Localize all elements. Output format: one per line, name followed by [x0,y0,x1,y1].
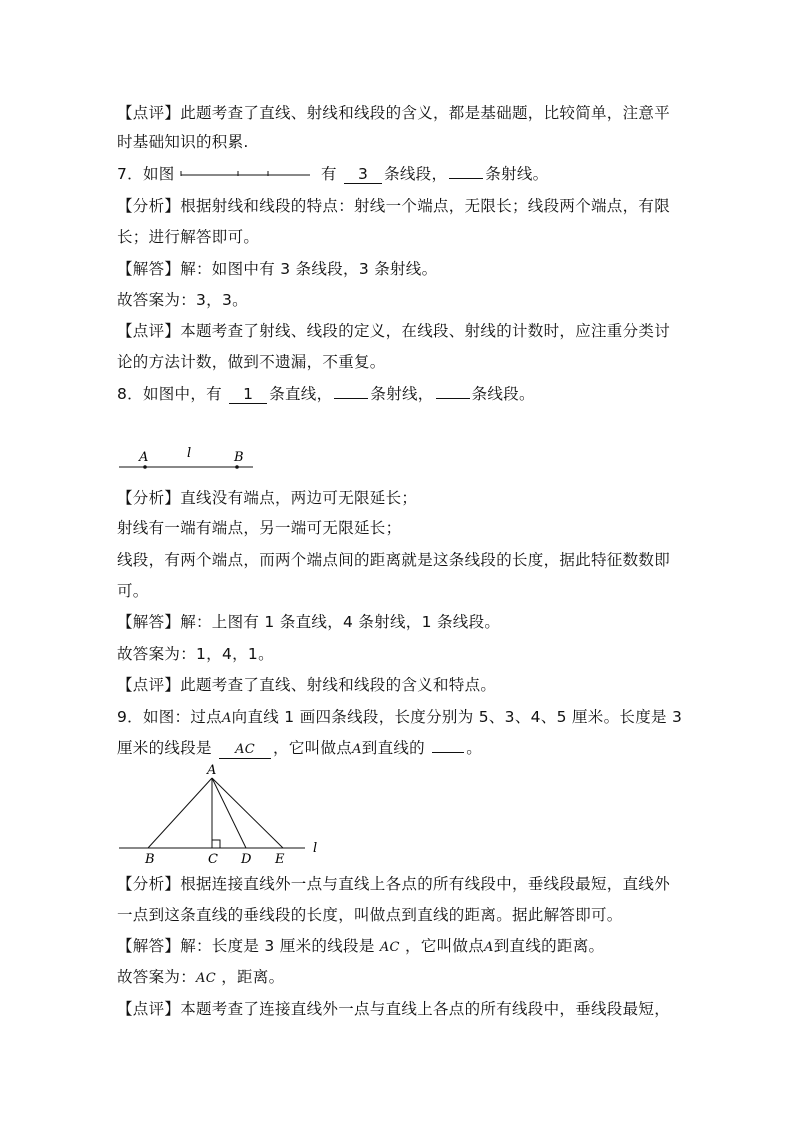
q9-line2-prefix: 厘米的线段是 [117,739,212,757]
q7-answer-blank: 3 [344,166,382,184]
analysis-7-line1: 【分析】根据射线和线段的特点：射线一个端点，无限长；线段两个端点，有限 [117,197,671,215]
fig8-label-l: l [187,446,192,461]
sol9-prefix: 【解答】解：长度是 3 厘米的线段是 [117,937,375,955]
fig9-label-e: E [275,852,285,867]
q9-line2-post: 到直线的 [361,739,425,757]
comment-6-line1: 【点评】此题考查了直线、射线和线段的含义，都是基础题，比较简单，注意平 [117,104,671,122]
q9-text: 向直线 1 画四条线段，长度分别为 5、3、4、5 厘米。长度是 3 [231,708,683,726]
q7-unit1: 条线段， [384,165,448,183]
figure-8-line-ab [115,442,260,474]
q7-empty-blank [449,178,483,179]
q7-unit2: 条射线。 [485,165,549,183]
solution-9 [117,936,687,958]
q7-number: 7．如图 [117,165,175,183]
sol9-point-a: A [484,940,494,955]
q8-unit1: 条直线， [269,385,333,403]
q8-answer-blank: 1 [229,386,267,404]
q7-have: 有 [321,165,337,183]
answer-8: 故答案为：1，4，1。 [117,645,274,663]
comment-8: 【点评】此题考查了直线、射线和线段的含义和特点。 [117,676,497,694]
q8-unit2: 条射线， [370,385,434,403]
q8-unit3: 条线段。 [471,385,535,403]
q8-prefix: 8．如图中，有 [117,385,222,403]
q9-point-a-2: A [352,742,362,757]
comment-6-line2: 时基础知识的积累. [117,133,249,151]
ans9-prefix: 故答案为： [117,968,197,986]
q9-point-a: A [221,711,232,726]
analysis-7-line2: 长；进行解答即可。 [117,228,260,246]
comment-7-line2: 论的方法计数，做到不遗漏，不重复。 [117,353,386,371]
analysis-8-line4: 可。 [117,582,149,600]
fig9-label-c: C [208,852,218,867]
sol9-post: 到直线的距离。 [493,937,605,955]
answer-7: 故答案为：3，3。 [117,291,248,309]
analysis-8-line1: 【分析】直线没有端点，两边可无限延长； [117,489,418,507]
analysis-8-line3: 线段，有两个端点，而两个端点间的距离就是这条线段的长度，据此特征数数即 [117,551,671,569]
figure-9-triangle [115,760,330,868]
question-8 [117,384,687,404]
ans9-post: ，距离。 [221,968,285,986]
q9-answer-blank: AC [219,741,271,759]
fig9-label-d: D [241,852,252,867]
analysis-9-line1: 【分析】根据连接直线外一点与直线上各点的所有线段中，垂线段最短，直线外 [117,875,671,893]
q9-prefix: 9．如图：过点 [117,708,222,726]
sol9-ac: AC [379,940,400,955]
sol9-mid: ，它叫做点 [405,937,485,955]
analysis-9-line2: 一点到这条直线的垂线段的长度，叫做点到直线的距离。据此解答即可。 [117,906,623,924]
q9-empty-blank [432,752,464,753]
comment-9: 【点评】本题考查了连接直线外一点与直线上各点的所有线段中，垂线段最短， [117,1000,671,1018]
q8-blank2 [334,398,368,399]
question-9-line1 [117,707,687,729]
fig9-label-b: B [145,852,155,867]
fig9-label-a: A [207,763,217,778]
comment-7-line1: 【点评】本题考查了射线、线段的定义，在线段、射线的计数时，应注重分类讨 [117,322,671,340]
analysis-8-line2: 射线有一端有端点，另一端可无限延长； [117,519,402,537]
question-7 [117,164,687,184]
answer-9 [117,967,687,989]
question-9-line2: 厘米的线段是 AC ，它叫做点A到直线的 。 [117,739,483,757]
q9-line2-mid: ，它叫做点 [273,739,353,757]
q8-blank3 [436,398,470,399]
fig8-label-a: A [139,450,149,465]
fig9-label-l: l [313,841,318,856]
fig8-label-b: B [234,450,244,465]
q7-figure [180,166,312,180]
solution-8: 【解答】解：上图有 1 条直线，4 条射线，1 条线段。 [117,613,501,631]
ans9-ac: AC [196,971,216,986]
solution-7: 【解答】解：如图中有 3 条线段，3 条射线。 [117,260,438,278]
